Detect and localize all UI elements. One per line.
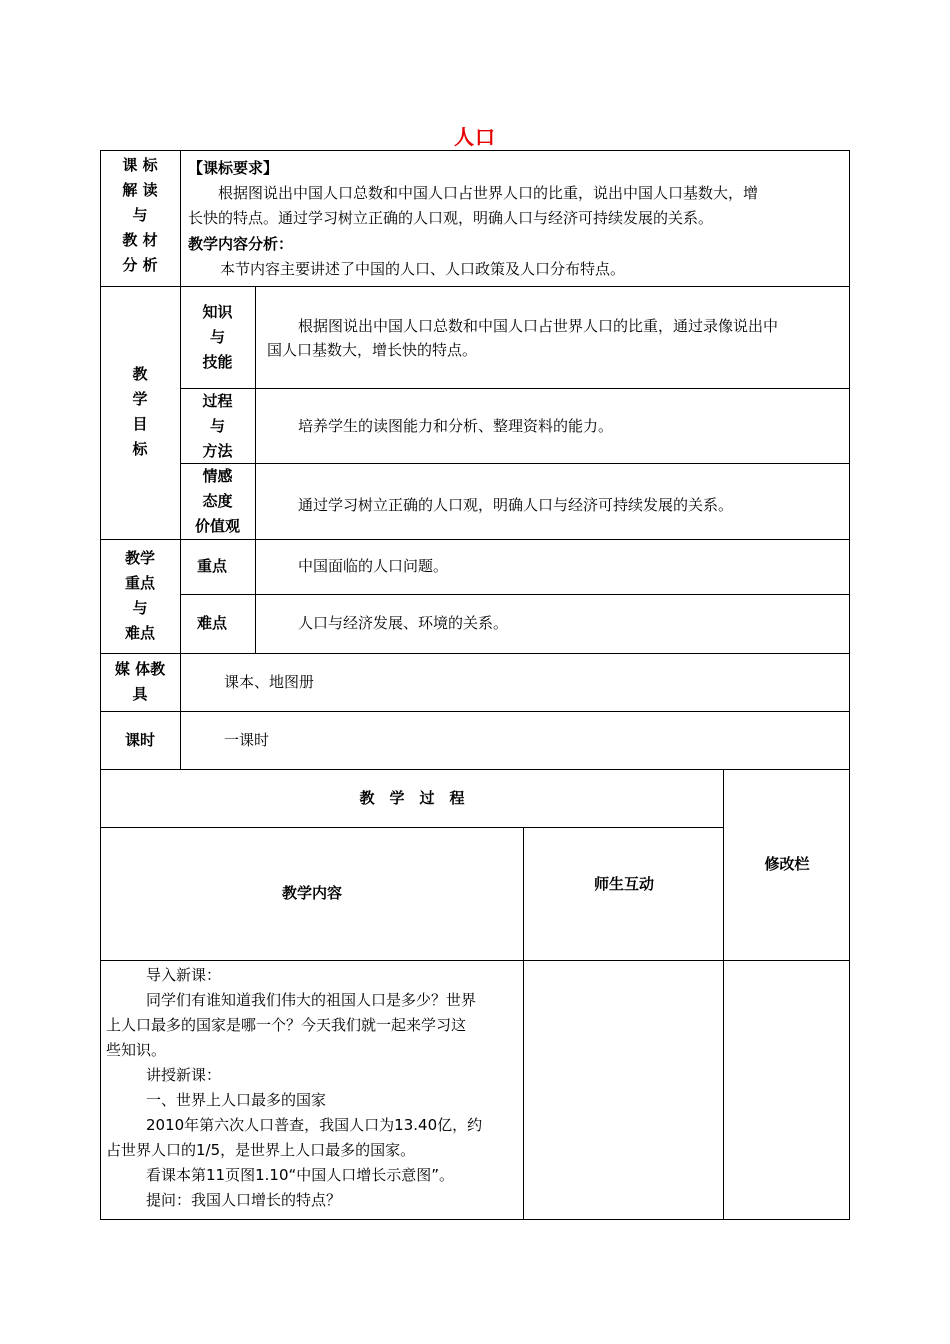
difficulty-text: 人口与经济发展、环境的关系。: [298, 614, 509, 632]
col-divider: [723, 769, 724, 1220]
difficulty-label: 难点: [197, 614, 228, 632]
column-header-content: 教学内容: [281, 884, 342, 902]
key-point-label: 重点: [197, 557, 228, 575]
content-line: 占世界人口的1/5，是世界上人口最多的国家。: [106, 1141, 416, 1159]
section-label-curriculum: 课 标 解 读 与 教 材 分 析: [122, 156, 158, 274]
section-label-hours: 课时: [124, 731, 155, 749]
content-line: 一、世界上人口最多的国家: [146, 1091, 327, 1109]
row-divider: [100, 286, 850, 287]
goal-text-knowledge: 国人口基数大，增长快的特点。: [267, 341, 478, 359]
requirement-heading: 【课标要求】: [188, 159, 279, 177]
hours-text: 一课时: [224, 731, 270, 749]
content-line: 些知识。: [106, 1041, 167, 1059]
requirement-text: 长快的特点。通过学习树立正确的人口观，明确人口与经济可持续发展的关系。: [188, 209, 714, 227]
goal-text-knowledge: 根据图说出中国人口总数和中国人口占世界人口的比重，通过录像说出中: [298, 317, 779, 335]
section-label-keypoints: 教学 重点 与 难点: [124, 549, 155, 642]
goal-text-attitude: 通过学习树立正确的人口观，明确人口与经济可持续发展的关系。: [298, 496, 734, 514]
table-border: [849, 150, 850, 1220]
row-divider: [100, 539, 850, 540]
content-line: 上人口最多的国家是哪一个？今天我们就一起来学习这: [106, 1016, 467, 1034]
row-divider: [180, 463, 850, 464]
row-divider: [100, 769, 850, 770]
row-divider: [100, 827, 724, 828]
requirement-text: 根据图说出中国人口总数和中国人口占世界人口的比重，说出中国人口基数大，增: [218, 184, 759, 202]
row-divider: [100, 711, 850, 712]
column-header-revision: 修改栏: [764, 855, 810, 873]
goal-label-process: 过程 与 方法: [202, 392, 233, 460]
table-border: [100, 150, 850, 151]
analysis-heading: 教学内容分析：: [188, 235, 294, 253]
table-border: [100, 1219, 850, 1220]
key-point-text: 中国面临的人口问题。: [298, 557, 449, 575]
analysis-text: 本节内容主要讲述了中国的人口、人口政策及人口分布特点。: [220, 260, 626, 278]
page-title: 人口: [454, 125, 496, 149]
goal-text-process: 培养学生的读图能力和分析、整理资料的能力。: [298, 417, 614, 435]
media-text: 课本、地图册: [224, 673, 315, 691]
section-label-goals: 教 学 目 标: [132, 365, 148, 458]
row-divider: [100, 653, 850, 654]
content-line: 看课本第11页图1.10“中国人口增长示意图”。: [146, 1166, 455, 1184]
process-heading: 教 学 过 程: [359, 789, 465, 807]
lesson-plan-table: [100, 150, 850, 1220]
col-divider: [255, 286, 256, 654]
content-line: 导入新课：: [146, 966, 222, 984]
section-label-media: 媒 体教 具: [114, 660, 166, 703]
column-header-interaction: 师生互动: [593, 875, 654, 893]
goal-label-attitude: 情感 态度 价值观: [194, 467, 240, 535]
content-line: 同学们有谁知道我们伟大的祖国人口是多少？世界: [146, 991, 477, 1009]
row-divider: [180, 594, 850, 595]
goal-label-knowledge: 知识 与 技能: [202, 303, 233, 371]
content-line: 提问：我国人口增长的特点？: [146, 1191, 342, 1209]
content-line: 2010年第六次人口普查，我国人口为13.40亿，约: [146, 1116, 483, 1134]
content-line: 讲授新课：: [146, 1066, 222, 1084]
row-divider: [180, 388, 850, 389]
row-divider: [100, 960, 850, 961]
